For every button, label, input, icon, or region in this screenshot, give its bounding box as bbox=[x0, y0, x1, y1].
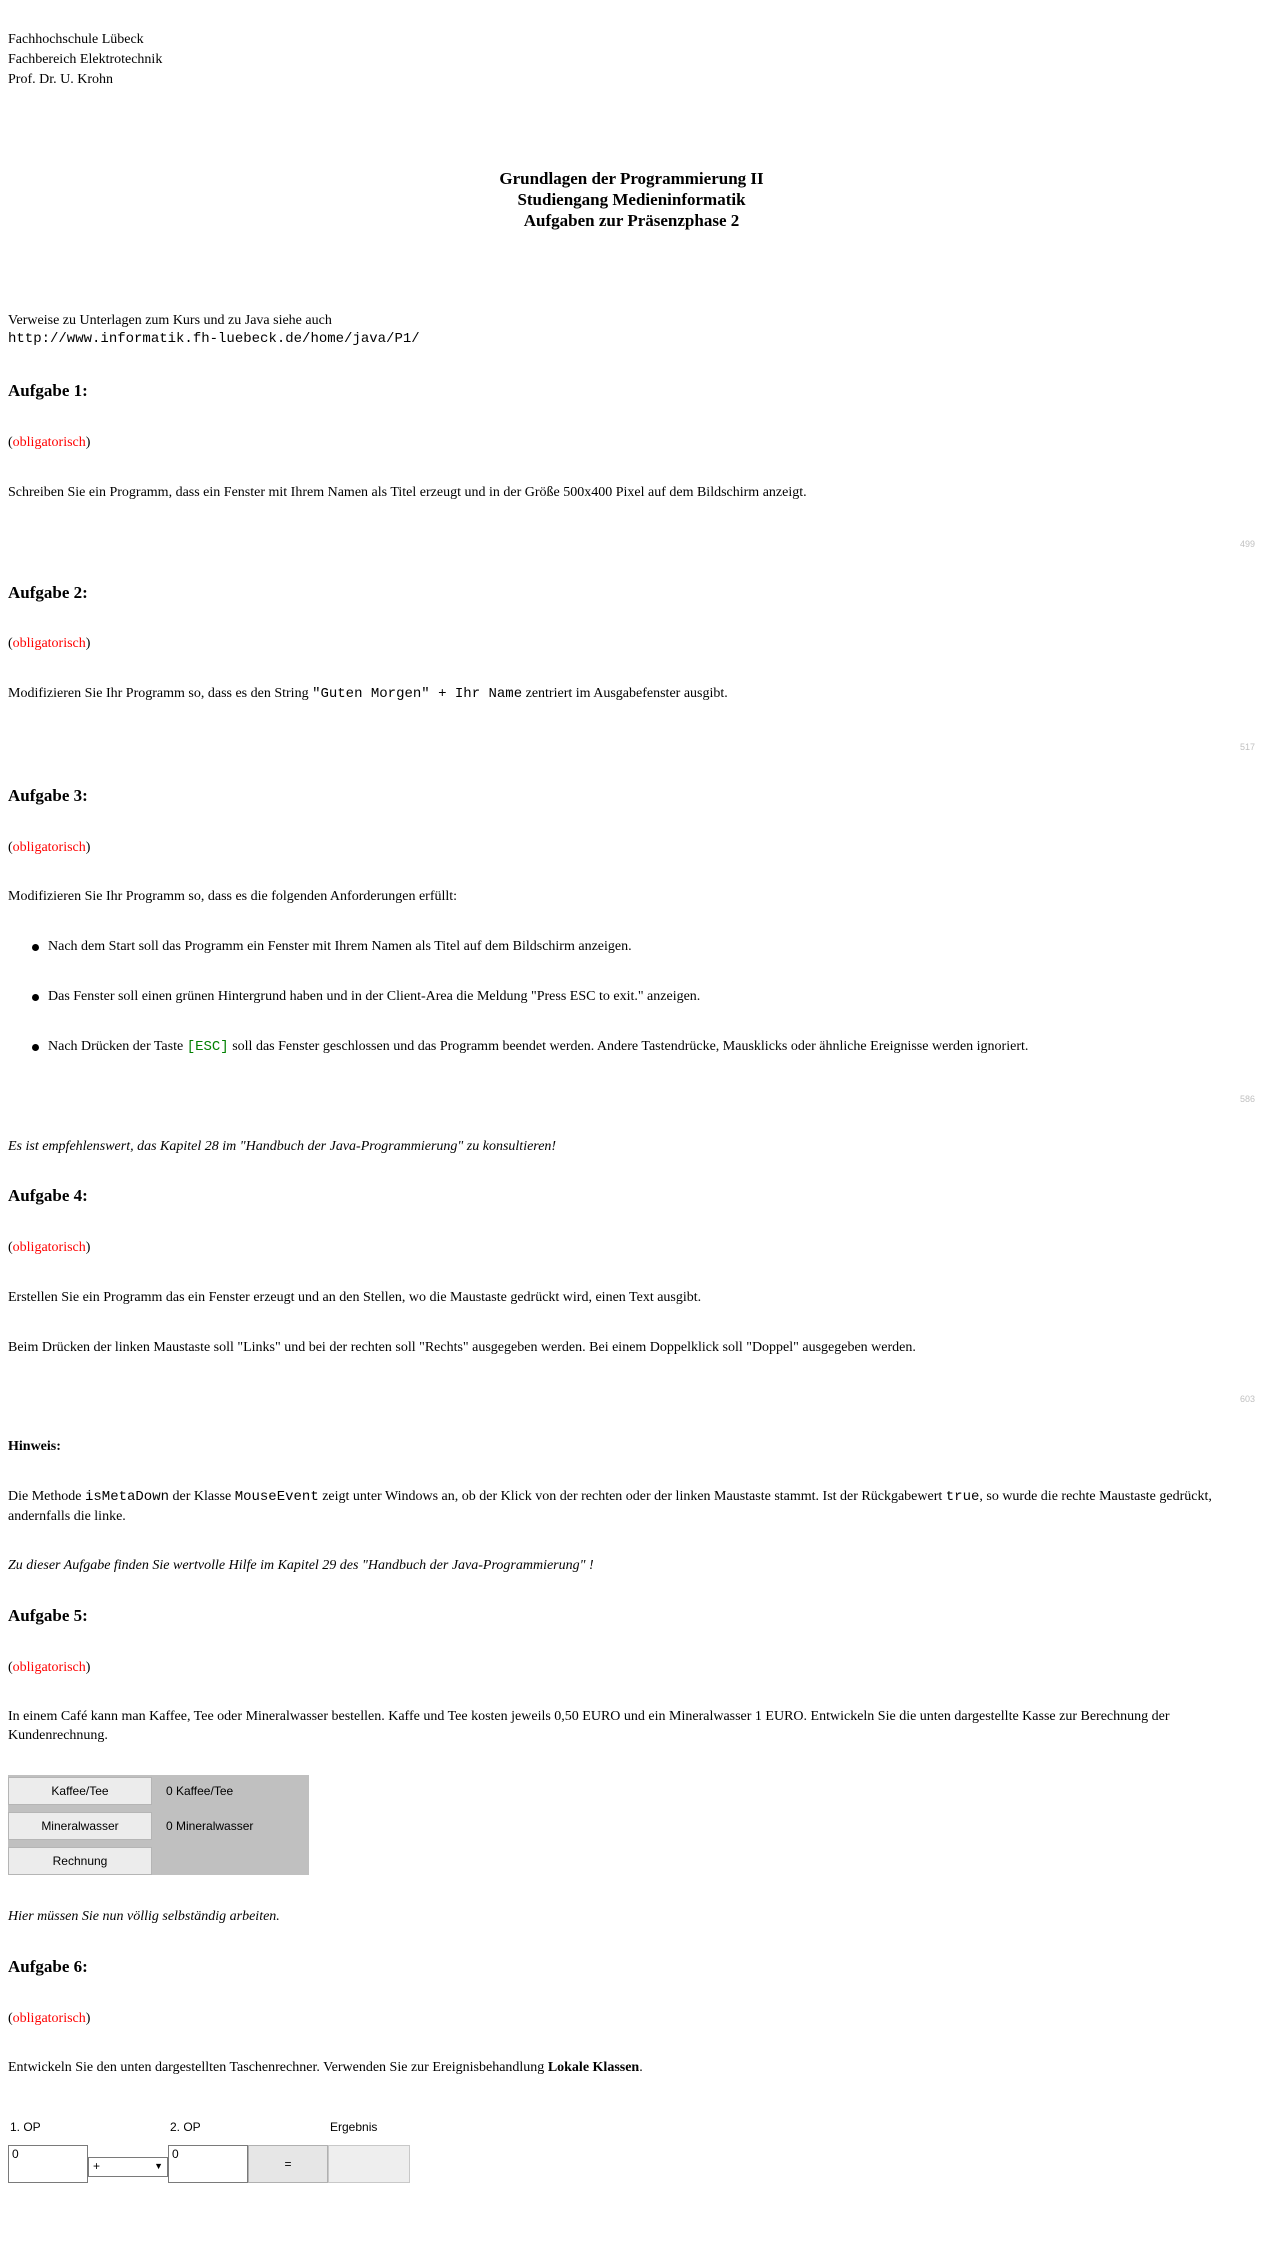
coffee-tea-button[interactable]: Kaffee/Tee bbox=[8, 1777, 152, 1805]
page-marker-499: 499 bbox=[1239, 539, 1255, 549]
task1-heading: Aufgabe 1: bbox=[8, 381, 88, 400]
task3-requirement-3: Nach Drücken der Taste [ESC] soll das Fenster geschlossen und das Programm beendet werden. Andere Tastendrücke, Mausklicks oder ähnliche Ereignisse werden ignoriert. bbox=[48, 1039, 1029, 1055]
task4-note: Zu dieser Aufgabe finden Sie wertvolle Hilfe im Kapitel 29 des "Handbuch der Java-Programmierung" ! bbox=[8, 1558, 594, 1573]
course-url: http://www.informatik.fh-luebeck.de/home/java/P1/ bbox=[8, 331, 420, 347]
task3-note: Es ist empfehlenswert, das Kapitel 28 im "Handbuch der Java-Programmierung" zu konsultieren! bbox=[8, 1139, 557, 1154]
task4-status: (obligatorisch) bbox=[8, 1240, 91, 1255]
task5-text: In einem Café kann man Kaffee, Tee oder Mineralwasser bestellen. Kaffe und Tee kosten jeweils 0,50 EURO und ein Mineralwasser 1 EURO. Entwickeln Sie die unten dargestellte Kasse zur Berechnung der Kundenrechnung. bbox=[8, 1709, 1170, 1743]
coffee-tea-count-label: 0 Kaffee/Tee bbox=[166, 1784, 234, 1798]
task4-heading: Aufgabe 4: bbox=[8, 1186, 88, 1205]
bill-button[interactable]: Rechnung bbox=[8, 1847, 152, 1875]
result-field bbox=[328, 2145, 410, 2183]
bullet-dot bbox=[32, 1044, 39, 1051]
task3-status: (obligatorisch) bbox=[8, 840, 91, 855]
professor-name: Prof. Dr. U. Krohn bbox=[8, 72, 113, 87]
bullet-dot bbox=[32, 994, 39, 1001]
chevron-down-icon: ▼ bbox=[154, 2161, 163, 2171]
equals-button[interactable]: = bbox=[248, 2145, 328, 2183]
task1-status: (obligatorisch) bbox=[8, 435, 91, 450]
hint-heading: Hinweis: bbox=[8, 1439, 61, 1454]
page-marker-517: 517 bbox=[1239, 742, 1255, 752]
department-name: Fachbereich Elektrotechnik bbox=[8, 52, 163, 67]
operand2-label: 2. OP bbox=[170, 2120, 201, 2134]
task2-text: Modifizieren Sie Ihr Programm so, dass es den String "Guten Morgen" + Ihr Name zentriert im Ausgabefenster ausgibt. bbox=[8, 686, 728, 702]
task5-heading: Aufgabe 5: bbox=[8, 1606, 88, 1625]
task6-status: (obligatorisch) bbox=[8, 2011, 91, 2026]
result-label: Ergebnis bbox=[330, 2120, 378, 2134]
page-marker-603: 603 bbox=[1239, 1394, 1255, 1404]
program-title: Studiengang Medieninformatik bbox=[517, 190, 746, 209]
operand1-label: 1. OP bbox=[10, 2120, 41, 2134]
hint-text: Die Methode isMetaDown der Klasse MouseEvent zeigt unter Windows an, ob der Klick von der rechten oder der linken Maustaste stammt. Ist der Rückgabewert true, so wurde die rechte Maustaste gedrückt, andernfalls die linke. bbox=[8, 1489, 1212, 1524]
task3-requirement-1: Nach dem Start soll das Programm ein Fenster mit Ihrem Namen als Titel auf dem Bildschirm anzeigen. bbox=[48, 939, 632, 954]
task3-text: Modifizieren Sie Ihr Programm so, dass es die folgenden Anforderungen erfüllt: bbox=[8, 889, 458, 904]
institution-name: Fachhochschule Lübeck bbox=[8, 32, 144, 47]
task1-text: Schreiben Sie ein Programm, dass ein Fenster mit Ihrem Namen als Titel erzeugt und in der Größe 500x400 Pixel auf dem Bildschirm anzeigt. bbox=[8, 485, 807, 500]
intro-text: Verweise zu Unterlagen zum Kurs und zu Java siehe auch bbox=[8, 313, 332, 328]
esc-key-code: [ESC] bbox=[186, 1039, 229, 1055]
task3-heading: Aufgabe 3: bbox=[8, 786, 88, 805]
operator-select[interactable]: + ▼ bbox=[88, 2157, 168, 2177]
task2-status: (obligatorisch) bbox=[8, 636, 91, 651]
task4-text-1: Erstellen Sie ein Programm das ein Fenster erzeugt und an den Stellen, wo die Maustaste gedrückt wird, einen Text ausgibt. bbox=[8, 1290, 702, 1305]
bullet-dot bbox=[32, 944, 39, 951]
task5-status: (obligatorisch) bbox=[8, 1660, 91, 1675]
task6-heading: Aufgabe 6: bbox=[8, 1957, 88, 1976]
task2-heading: Aufgabe 2: bbox=[8, 583, 88, 602]
task5-note: Hier müssen Sie nun völlig selbständig arbeiten. bbox=[8, 1909, 280, 1924]
task3-requirement-2: Das Fenster soll einen grünen Hintergrund haben und in der Client-Area die Meldung "Press ESC to exit." anzeigen. bbox=[48, 989, 701, 1004]
course-title: Grundlagen der Programmierung II bbox=[499, 169, 764, 188]
page-marker-586: 586 bbox=[1239, 1094, 1255, 1104]
operand2-input[interactable]: 0 bbox=[168, 2145, 248, 2183]
operand1-input[interactable]: 0 bbox=[8, 2145, 88, 2183]
task6-text: Entwickeln Sie den unten dargestellten Taschenrechner. Verwenden Sie zur Ereignisbehandlung Lokale Klassen. bbox=[8, 2060, 643, 2075]
mineral-water-button[interactable]: Mineralwasser bbox=[8, 1812, 152, 1840]
task4-text-2: Beim Drücken der linken Maustaste soll "Links" und bei der rechten soll "Rechts" ausgegeben werden. Bei einem Doppelklick soll "Doppel" ausgegeben werden. bbox=[8, 1340, 916, 1355]
task2-code: "Guten Morgen" + Ihr Name bbox=[312, 686, 523, 702]
mineral-water-count-label: 0 Mineralwasser bbox=[166, 1819, 254, 1833]
exercise-title: Aufgaben zur Präsenzphase 2 bbox=[523, 211, 740, 230]
